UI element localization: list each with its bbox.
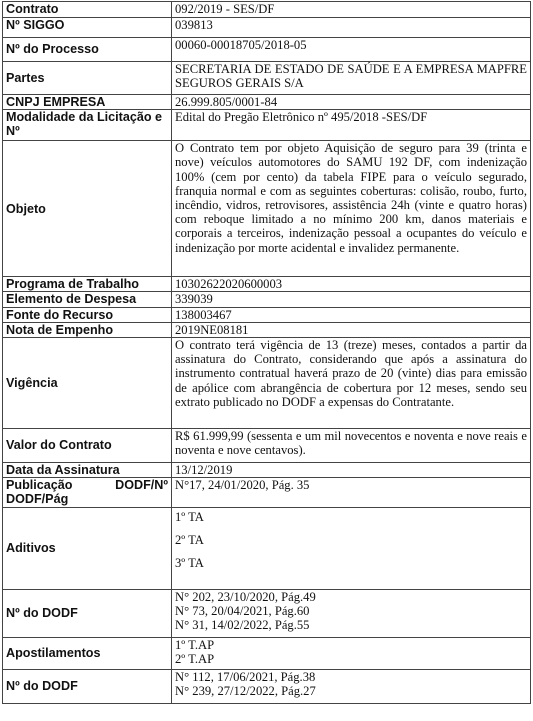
value-publicacao: N°17, 24/01/2020, Pág. 35 [172,478,531,507]
row-fonte [3,307,531,322]
row-contrato [3,2,531,18]
row-modalidade [3,110,531,141]
value-cnpj: 26.999.805/0001-84 [172,95,531,110]
dodf-item: N° 73, 20/04/2021, Pág.60 [175,603,310,618]
aditivo-item: 3º TA [175,556,204,571]
label-partes: Partes [3,62,172,95]
row-objeto [3,141,531,277]
row-dodf-2 [3,669,531,703]
value-siggo: 039813 [172,18,531,38]
value-contrato: 092/2019 - SES/DF [172,2,531,18]
label-publicacao-line1 [6,478,168,492]
label-vigencia: Vigência [3,338,172,429]
label-dodf-1: Nº do DODF [3,589,172,637]
label-cnpj: CNPJ EMPRESA [3,95,172,110]
row-vigencia [3,338,531,429]
value-programa: 10302622020600003 [172,277,531,292]
row-elemento [3,292,531,307]
aditivo-item: 1º TA [175,509,204,524]
value-elemento: 339039 [172,292,531,307]
row-valor [3,429,531,463]
apostilamento-item: 2º T.AP [175,651,215,666]
row-cnpj [3,95,531,110]
label-publicacao-pag: DODF/Pág [6,492,69,507]
value-dodf-1 [172,589,531,637]
label-objeto: Objeto [3,141,172,277]
row-partes [3,62,531,95]
label-dodf-2: Nº do DODF [3,669,172,703]
row-empenho [3,322,531,337]
row-assinatura [3,463,531,478]
label-publicacao-dodf: DODF/Nº [115,478,168,493]
value-aditivos [172,507,531,589]
label-assinatura: Data da Assinatura [3,463,172,478]
value-vigencia: O contrato terá vigência de 13 (treze) meses, contados a partir da assinatura do Contrato, considerando que após a assinatura do instrumento contratual haverá prazo de 20 (vinte) dias para emissão de apólice com abrangência de cobertura por 12 meses, sendo seu extrato publicado no DODF a expensas do Contratante. [172,338,531,429]
value-apostilamentos [172,637,531,669]
apostilamento-item: 1º T.AP [175,637,215,652]
label-publicacao-word: Publicação [6,478,73,493]
dodf-item: N° 202, 23/10/2020, Pág.49 [175,589,316,604]
label-apostilamentos: Apostilamentos [3,637,172,669]
value-assinatura: 13/12/2019 [172,463,531,478]
label-programa: Programa de Trabalho [3,277,172,292]
label-publicacao [3,478,172,507]
dodf-item: N° 31, 14/02/2022, Pág.55 [175,618,310,633]
value-valor: R$ 61.999,99 (sessenta e um mil novecentos e noventa e nove reais e noventa e nove centavos). [172,429,531,463]
row-publicacao [3,478,531,507]
row-aditivos [3,507,531,589]
label-aditivos: Aditivos [3,507,172,589]
contract-summary-table [2,1,531,704]
label-siggo: Nº SIGGO [3,18,172,38]
row-processo [3,38,531,62]
value-objeto: O Contrato tem por objeto Aquisição de seguro para 39 (trinta e nove) veículos automotores do SAMU 192 DF, com indenização 100% (cem por cento) da tabela FIPE para o veículo segurado, franquia normal e com as seguintes coberturas: colisão, roubo, furto, incêndio, vidros, retrovisores, assistência 24h (vinte e quatro horas) com reboque limitado a no mínimo 200 km, danos materiais e corporais a terceiros, indenização pessoal a ocupantes do veículo e indenização por morte acidental e invalidez permanente. [172,141,531,277]
row-programa [3,277,531,292]
row-apostilamentos [3,637,531,669]
value-dodf-2 [172,669,531,703]
value-modalidade: Edital do Pregão Eletrônico nº 495/2018 -SES/DF [172,110,531,141]
row-siggo [3,18,531,38]
label-processo: Nº do Processo [3,38,172,62]
label-elemento: Elemento de Despesa [3,292,172,307]
value-fonte: 138003467 [172,307,531,322]
label-modalidade: Modalidade da Licitação e Nº [3,110,172,141]
label-valor: Valor do Contrato [3,429,172,463]
aditivo-item: 2º TA [175,532,204,547]
row-dodf-1 [3,589,531,637]
value-partes: SECRETARIA DE ESTADO DE SAÚDE E A EMPRESA MAPFRE SEGUROS GERAIS S/A [172,62,531,95]
value-processo: 00060-00018705/2018-05 [172,38,531,62]
label-fonte: Fonte do Recurso [3,307,172,322]
label-empenho: Nota de Empenho [3,322,172,337]
value-empenho: 2019NE08181 [172,322,531,337]
label-contrato: Contrato [3,2,172,18]
dodf-item: N° 112, 17/06/2021, Pág.38 [175,669,316,684]
dodf-item: N° 239, 27/12/2022, Pág.27 [175,683,316,698]
